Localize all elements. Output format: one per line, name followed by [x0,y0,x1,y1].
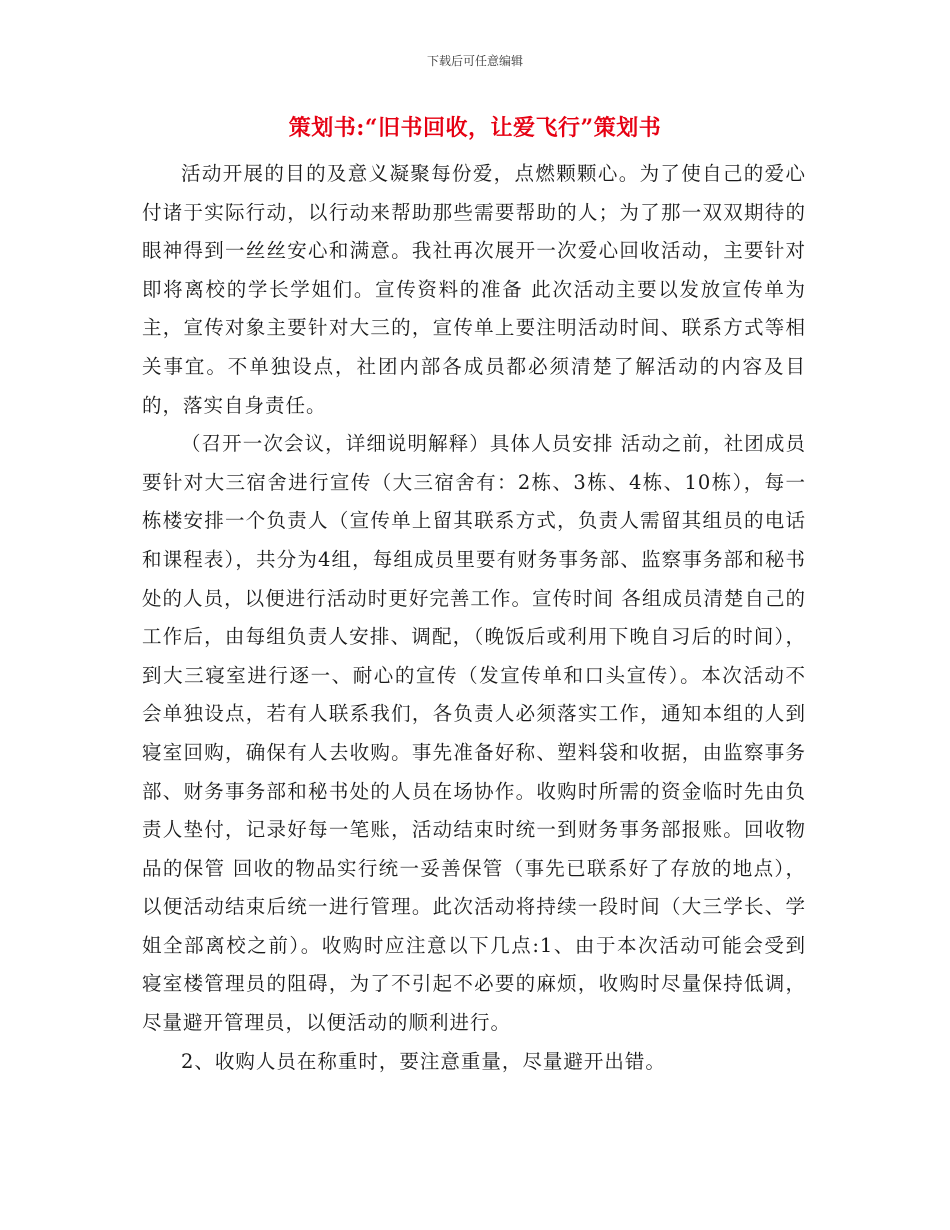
document-body [142,155,806,1081]
paragraph-purpose: 活动开展的目的及意义凝聚每份爱，点燃颗颗心。为了使自己的爱心付诸于实际行动，以行动来帮助那些需要帮助的人；为了那一双双期待的眼神得到一丝丝安心和满意。我社再次展开一次爱心回收活动，主要针对即将离校的学长学姐们。宣传资料的准备 此次活动主要以发放宣传单为主，宣传对象主要针对大三的，宣传单上要注明活动时间、联系方式等相关事宜。不单独设点，社团内部各成员都必须清楚了解活动的内容及目的，落实自身责任。 [142,162,806,417]
paragraph-arrangement: （召开一次会议，详细说明解释）具体人员安排 活动之前，社团成员要针对大三宿舍进行宣传（大三宿舍有：2栋、3栋、4栋、10栋），每一栋楼安排一个负责人（宣传单上留其联系方式，负责人需留其组员的电话和课程表），共分为4组，每组成员里要有财务事务部、监察事务部和秘书处的人员，以便进行活动时更好完善工作。宣传时间 各组成员清楚自己的工作后，由每组负责人安排、调配，（晚饭后或利用下晚自习后的时间），到大三寝室进行逐一、耐心的宣传（发宣传单和口头宣传）。本次活动不会单独设点，若有人联系我们，各负责人必须落实工作，通知本组的人到寝室回购，确保有人去收购。事先准备好称、塑料袋和收据，由监察事务部、财务事务部和秘书处的人员在场协作。收购时所需的资金临时先由负责人垫付，记录好每一笔账，活动结束时统一到财务事务部报账。回收物品的保管 回收的物品实行统一妥善保管（事先已联系好了存放的地点），以便活动结束后统一进行管理。此次活动将持续一段时间（大三学长、学姐全部离校之前）。收购时应注意以下几点:1、由于本次活动可能会受到寝室楼管理员的阻碍，为了不引起不必要的麻烦，收购时尽量保持低调，尽量避开管理员，以便活动的顺利进行。 [142,432,806,1035]
document-title: 策划书:“旧书回收，让爱飞行”策划书 [288,115,662,141]
page-header: 下载后可任意编辑 [426,54,523,68]
paragraph-note-2: 2、收购人员在称重时，要注意重量，尽量避开出错。 [181,1049,666,1073]
